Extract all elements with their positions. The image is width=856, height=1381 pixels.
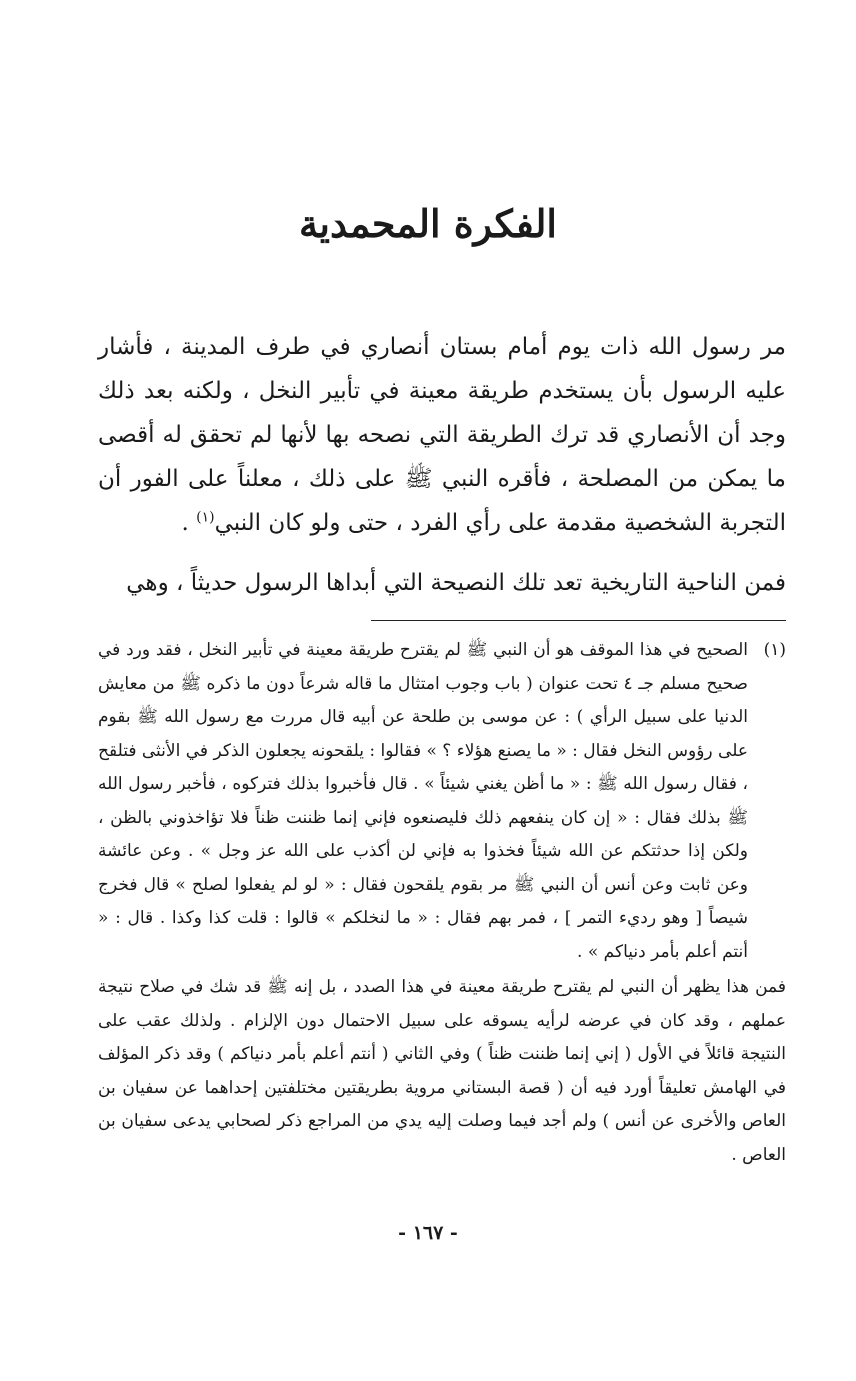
- footnote-number: (١): [763, 640, 786, 660]
- footnote-text: الصحيح في هذا الموقف هو أن النبي ﷺ لم يقترح طريقة معينة في تأبير النخل ، فقد ورد في صحيح مسلم جـ ٤ تحت عنوان ( باب وجوب امتثال ما قاله شرعاً دون ما ذكره ﷺ من معايش الدنيا على سبيل الرأي ) : عن موسى بن طلحة عن أبيه قال مررت مع رسول الله ﷺ بقوم على رؤوس النخل فقال : « ما يصنع هؤلاء ؟ » فقالوا : يلقحونه يجعلون الذكر في الأنثى فتلقح ، فقال رسول الله ﷺ : « ما أظن يغني شيئاً » . قال فأخبروا بذلك فتركوه ، فأخبر رسول الله ﷺ بذلك فقال : « إن كان ينفعهم ذلك فليصنعوه فإني إنما ظننت ظناً فلا تؤاخذوني بالظن ، ولكن إذا حدثتكم عن الله شيئاً فخذوا به فإني لن أكذب على الله عز وجل » . وعن عائشة وعن ثابت وعن أنس أن النبي ﷺ مر بقوم يلقحون فقال : « لو لم يفعلوا لصلح » قال فخرج شيصاً [ وهو رديء التمر ] ، فمر بهم فقال : « ما لنخلكم » قالوا : قلت كذا وكذا . قال : « أنتم أعلم بأمر دنياكم » .: [98, 640, 748, 962]
- chapter-title: الفكرة المحمدية: [299, 201, 557, 246]
- paragraph-1-end: .: [181, 510, 197, 536]
- main-text: [98, 325, 786, 605]
- page-number: - ١٦٧ -: [398, 1222, 458, 1244]
- footnote-reference[interactable]: (١): [196, 509, 215, 526]
- footnotes-section: [98, 634, 786, 1172]
- paragraph-1: [98, 325, 786, 545]
- footnote-divider: [371, 620, 786, 621]
- paragraph-2: فمن الناحية التاريخية تعد تلك النصيحة التي أبداها الرسول حديثاً ، وهي: [126, 570, 786, 596]
- paragraph-1-text: مر رسول الله ذات يوم أمام بستان أنصاري في طرف المدينة ، فأشار عليه الرسول بأن يستخدم طريقة معينة في تأبير النخل ، ولكنه بعد ذلك وجد أن الأنصاري قد ترك الطريقة التي نصحه بها لأنها لم تحقق له أقصى ما يمكن من المصلحة ، فأقره النبي ﷺ على ذلك ، معلناً على الفور أن التجربة الشخصية مقدمة على رأي الفرد ، حتى ولو كان النبي: [98, 334, 786, 536]
- footnote-1: [98, 634, 786, 969]
- footnote-continuation: فمن هذا يظهر أن النبي لم يقترح طريقة معينة في هذا الصدد ، بل إنه ﷺ قد شك في صلاح نتيجة عملهم ، وقد كان في عرضه لرأيه يسوقه على سبيل الاحتمال دون الإلزام . ولذلك عقب على النتيجة قائلاً في الأول ( إني إنما ظننت ظناً ) وفي الثاني ( أنتم أعلم بأمر دنياكم ) وقد ذكر المؤلف في الهامش تعليقاً أورد فيه أن ( قصة البستاني مروية بطريقتين مختلفتين إحداهما عن سفيان بن العاص والأخرى عن أنس ) ولم أجد فيما وصلت إليه يدي من المراجع ذكر لصحابي يدعى سفيان بن العاص .: [98, 977, 786, 1165]
